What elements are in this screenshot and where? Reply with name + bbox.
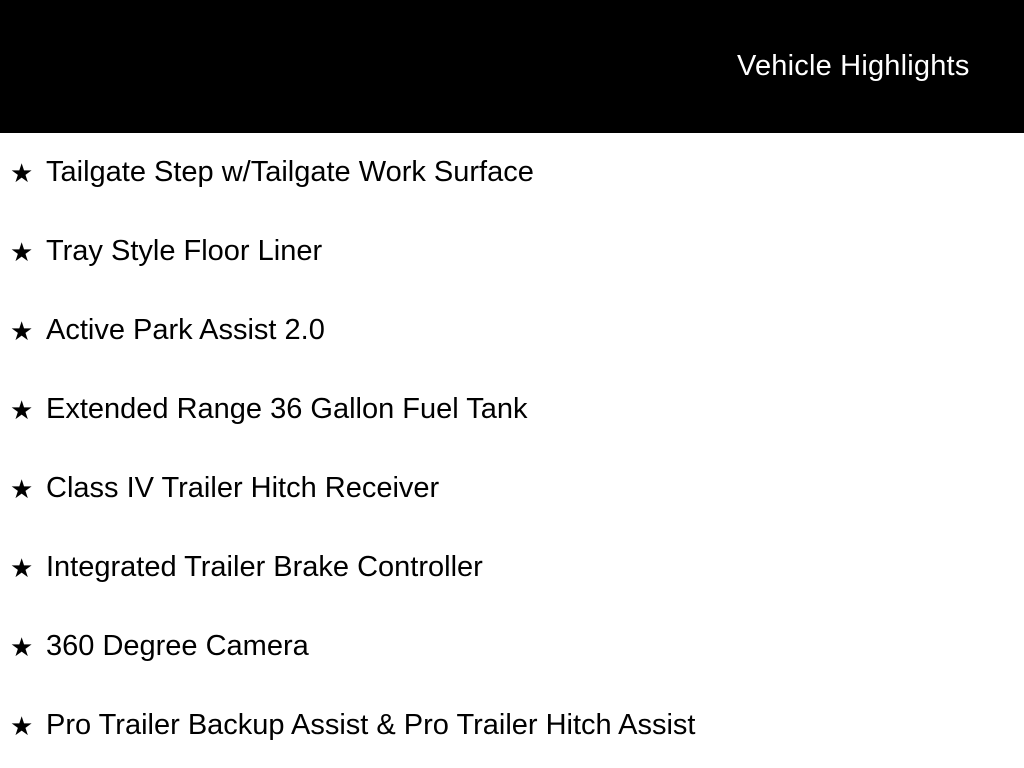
list-item-label: Class IV Trailer Hitch Receiver (46, 472, 440, 504)
list-item (0, 212, 1024, 291)
star-icon: ★ (10, 710, 34, 741)
list-item (0, 607, 1024, 686)
list-item-label: Pro Trailer Backup Assist & Pro Trailer Hitch Assist (46, 709, 696, 741)
star-icon: ★ (10, 236, 34, 267)
list-item-label: Tailgate Step w/Tailgate Work Surface (46, 156, 534, 188)
list-item (0, 133, 1024, 212)
list-item-label: Integrated Trailer Brake Controller (46, 551, 483, 583)
list-item-label: 360 Degree Camera (46, 630, 309, 662)
star-icon: ★ (10, 315, 34, 346)
star-icon: ★ (10, 394, 34, 425)
star-icon: ★ (10, 473, 34, 504)
list-item (0, 686, 1024, 765)
highlights-list (0, 133, 1024, 765)
header-bar (0, 0, 1024, 133)
star-icon: ★ (10, 552, 34, 583)
list-item-label: Tray Style Floor Liner (46, 235, 323, 267)
list-item (0, 528, 1024, 607)
star-icon: ★ (10, 631, 34, 662)
list-item (0, 449, 1024, 528)
page-title: Vehicle Highlights (737, 50, 970, 82)
list-item (0, 370, 1024, 449)
list-item-label: Active Park Assist 2.0 (46, 314, 325, 346)
star-icon: ★ (10, 157, 34, 188)
list-item-label: Extended Range 36 Gallon Fuel Tank (46, 393, 528, 425)
list-item (0, 291, 1024, 370)
